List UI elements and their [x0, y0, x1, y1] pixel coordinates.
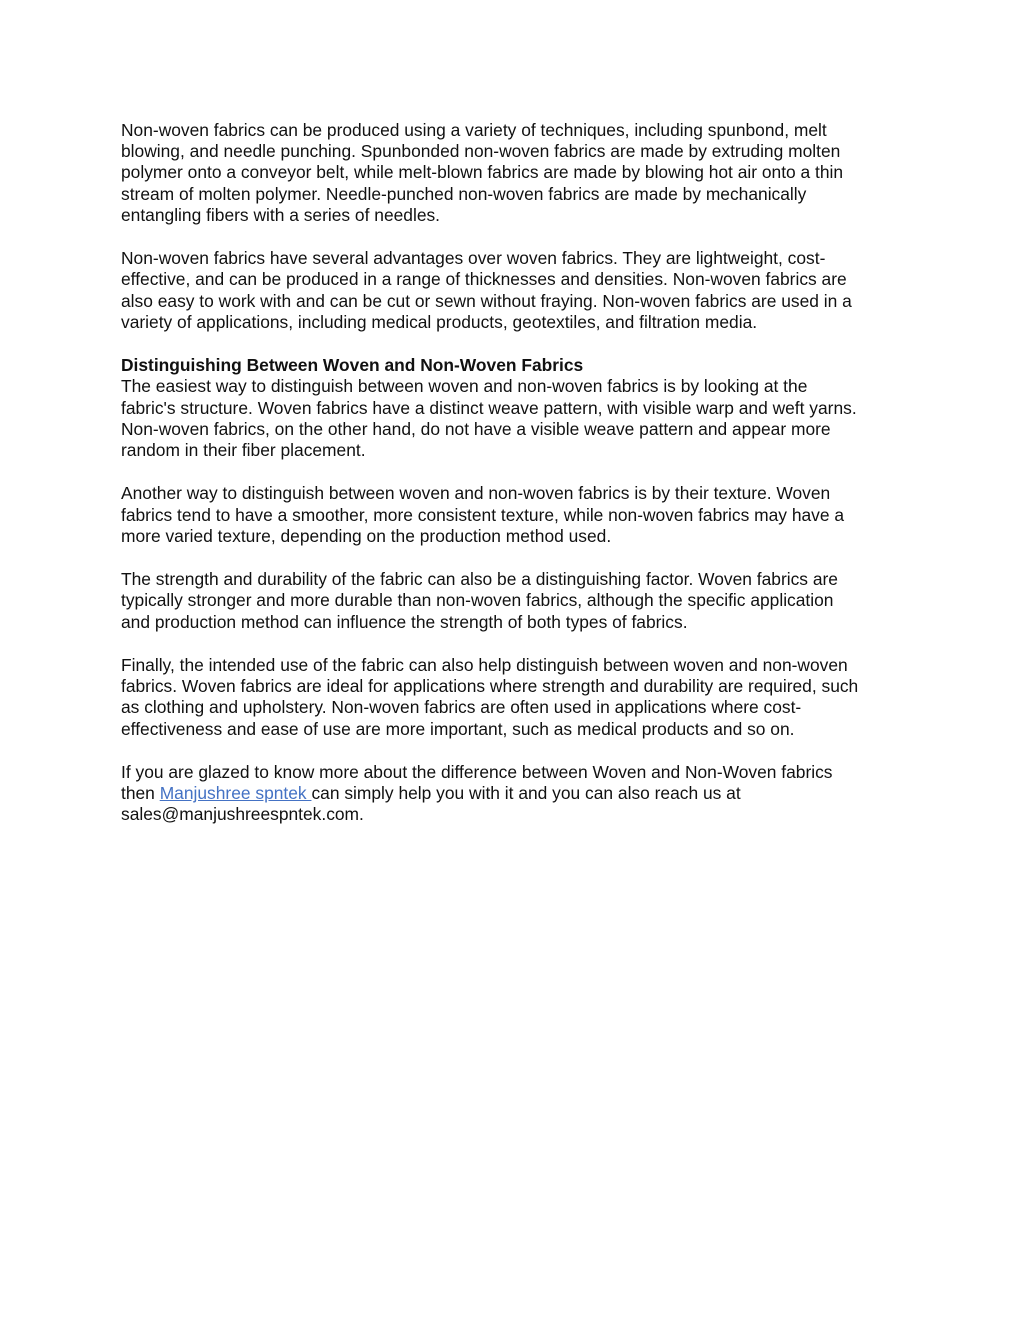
contact-email: sales@manjushreespntek.com.	[121, 804, 364, 825]
text-line: If you are glazed to know more about the difference between Woven and Non-Woven fabrics	[121, 762, 833, 782]
text-line: and production method can influence the strength of both types of fabrics.	[121, 611, 688, 632]
paragraph-contact	[121, 762, 911, 826]
text-line: effectiveness and ease of use are more important, such as medical products and so on.	[121, 718, 795, 739]
text-segment: can simply help you with it and you can also reach us at	[311, 783, 741, 804]
document-page	[121, 120, 911, 848]
paragraph-techniques	[121, 120, 911, 226]
paragraph-texture	[121, 483, 911, 547]
text-line: entangling fibers with a series of needles.	[121, 204, 441, 225]
text-line: more varied texture, depending on the production method used.	[121, 525, 612, 546]
text-line: The easiest way to distinguish between woven and non-woven fabrics is by looking at the	[121, 376, 808, 397]
text-line: effective, and can be produced in a range of thicknesses and densities. Non-woven fabrics are	[121, 269, 847, 290]
text-line: polymer onto a conveyor belt, while melt-blown fabrics are made by blowing hot air onto a thin	[121, 162, 844, 183]
text-line: stream of molten polymer. Needle-punched non-woven fabrics are made by mechanically	[121, 183, 807, 204]
text-line: variety of applications, including medical products, geotextiles, and filtration media.	[121, 311, 758, 332]
text-line: random in their fiber placement.	[121, 440, 366, 461]
text-line: The strength and durability of the fabric can also be a distinguishing factor. Woven fabrics are	[121, 569, 838, 590]
text-line: fabric's structure. Woven fabrics have a distinct weave pattern, with visible warp and weft yarns.	[121, 397, 857, 418]
paragraph-advantages	[121, 248, 911, 333]
section-heading: Distinguishing Between Woven and Non-Woven Fabrics	[121, 355, 584, 376]
text-line: Non-woven fabrics have several advantages over woven fabrics. They are lightweight, cost-	[121, 248, 826, 269]
text-line: Finally, the intended use of the fabric can also help distinguish between woven and non-woven	[121, 655, 848, 675]
text-line: Another way to distinguish between woven and non-woven fabrics is by their texture. Woven	[121, 483, 831, 504]
text-line: typically stronger and more durable than non-woven fabrics, although the specific application	[121, 590, 834, 611]
text-line: Non-woven fabrics can be produced using a variety of techniques, including spunbond, melt	[121, 120, 827, 140]
text-line: fabrics tend to have a smoother, more consistent texture, while non-woven fabrics may have a	[121, 504, 845, 525]
text-segment: then	[121, 783, 160, 804]
text-line-with-link	[121, 783, 911, 804]
manjushree-spntek-link[interactable]: Manjushree spntek	[159, 783, 312, 804]
section-distinguishing	[121, 355, 911, 461]
text-line: fabrics. Woven fabrics are ideal for applications where strength and durability are required, such	[121, 676, 859, 697]
text-line: Non-woven fabrics, on the other hand, do not have a visible weave pattern and appear more	[121, 418, 831, 439]
paragraph-strength	[121, 569, 911, 633]
paragraph-intended-use	[121, 655, 911, 740]
text-line: as clothing and upholstery. Non-woven fabrics are often used in applications where cost-	[121, 697, 802, 718]
text-line: also easy to work with and can be cut or sewn without fraying. Non-woven fabrics are used in a	[121, 290, 852, 311]
text-line: blowing, and needle punching. Spunbonded non-woven fabrics are made by extruding molten	[121, 141, 841, 162]
